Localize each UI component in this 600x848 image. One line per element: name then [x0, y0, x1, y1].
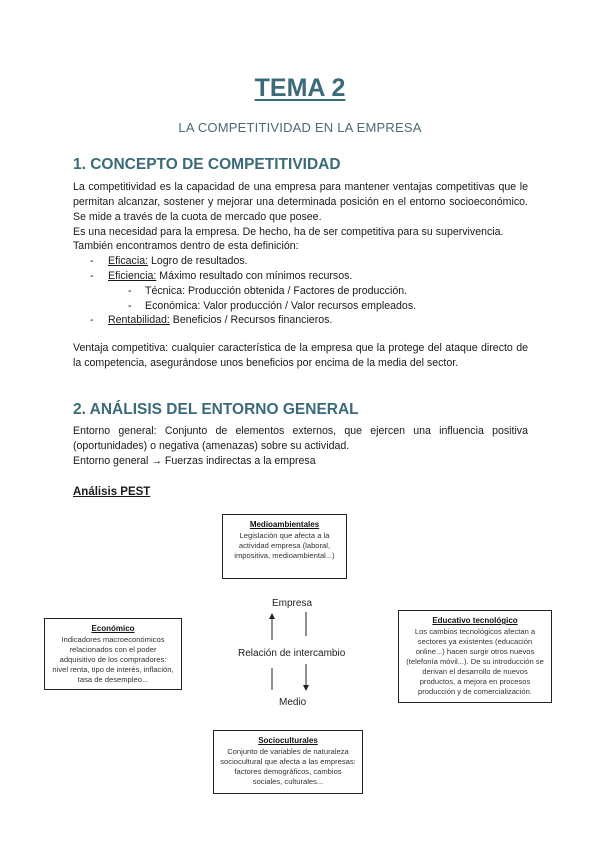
- pest-box-text: Indicadores macroeconómicos relacionados con el poder adquisitivo de los compradores: nivel renta, tipo de interés, inflación, tasa de desempleo...: [52, 635, 174, 684]
- pest-box-text: Conjunto de variables de naturaleza sociocultural que afecta a las empresas: factores demográficos, cambios sociales, culturales...: [220, 747, 356, 786]
- pest-box-title: Socioculturales: [258, 736, 318, 745]
- pest-box-title: Medioambientales: [249, 520, 320, 529]
- page-subtitle: LA COMPETITIVIDAD EN LA EMPRESA: [178, 120, 422, 135]
- section1-heading: 1. CONCEPTO DE COMPETITIVIDAD: [73, 156, 341, 173]
- pest-box-text: Los cambios tecnológicos afectan a sectores ya existentes (educación online...) hacen surgir otros nuevos (telefonía móvil...). De su introducción se derivan el desarrollo de nuevos productos, a mejora en procesos producción y de comercialización.: [406, 627, 544, 696]
- bullet-text: Beneficios / Recursos financieros.: [169, 314, 333, 326]
- section2-heading: 2. ANÁLISIS DEL ENTORNO GENERAL: [73, 401, 359, 418]
- sub-bullet-dash: -: [128, 285, 132, 297]
- sub-bullet-dash: -: [128, 300, 132, 312]
- page-title: TEMA 2: [254, 74, 346, 102]
- pest-label-empresa: Empresa: [272, 598, 313, 609]
- pest-box-text: Legislación que afecta a la actividad empresa (laboral, impositiva, medioambiental...): [234, 531, 335, 560]
- pest-box-title: Económico: [91, 624, 135, 633]
- section2-paragraph-entorno: Entorno general: Conjunto de elementos externos, que ejercen una influencia positiva (oportunidades) o negativa (amenazas) sobre su actividad.: [73, 425, 528, 452]
- section1-paragraph-ventaja: Ventaja competitiva: cualquier característica de la empresa que la protege del ataque directo de la competencia, asegurándose unos beneficios por encima de la media del sector.: [73, 342, 528, 369]
- pest-label-medio: Medio: [279, 697, 307, 708]
- bullet-text: Logro de resultados.: [148, 255, 248, 267]
- pest-label-relacion: Relación de intercambio: [238, 648, 346, 659]
- section2-line-fuerzas: Entorno general → Fuerzas indirectas a la empresa: [73, 455, 316, 467]
- bullet-term: Rentabilidad:: [108, 314, 170, 326]
- pest-heading: Análisis PEST: [73, 486, 151, 498]
- bullet-dash: -: [90, 270, 94, 282]
- section1-paragraph-definition: La competitividad es la capacidad de una empresa para mantener ventajas competitivas que le permitan alcanzar, sostener y mejorar una determinada posición en el entorno socioeconómico. Se mide a través de la cuota de mercado que posee.: [73, 181, 528, 223]
- arrow-down-icon: [303, 664, 309, 691]
- bullet-text: Máximo resultado con mínimos recursos.: [156, 270, 353, 282]
- bullet-dash: -: [90, 314, 94, 326]
- sub-bullet-economica: Económica: Valor producción / Valor recursos empleados.: [145, 300, 417, 312]
- bullet-dash: -: [90, 255, 94, 267]
- bullet-term: Eficacia:: [108, 255, 149, 267]
- arrow-up-icon: [269, 613, 275, 640]
- sub-bullet-tecnica: Técnica: Producción obtenida / Factores de producción.: [145, 285, 408, 297]
- section1-line-necesidad: Es una necesidad para la empresa. De hecho, ha de ser competitiva para su supervivencia.: [73, 226, 504, 238]
- pest-box-title: Educativo tecnológico: [432, 616, 518, 625]
- section1-line-tambien: También encontramos dentro de esta definición:: [73, 240, 299, 252]
- bullet-term: Eficiencia:: [108, 270, 157, 282]
